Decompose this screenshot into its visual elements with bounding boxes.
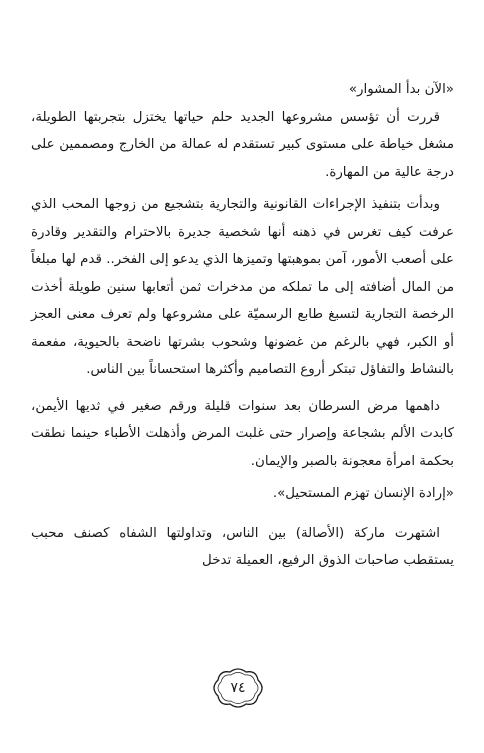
- paragraph-2: وبدأت بتنفيذ الإجراءات القانونية والتجارية بتشجيع من زوجها المحب الذي عرفت كيف تغرس في ذهنه أنها شخصية جديرة بالاحترام والتقدير وقادرة على أصعب الأمور، آمن بموهبتها وتميزها الذي يدعو إلى الفخر.. قدم لها مبلغاً من المال أضافته إلى ما تملكه من مدخرات ثمن أتعابها سنين طويلة أخذت الرخصة التجارية لتسبغ طابع الرسميّة على مشروعها ولم تعرف معنى العجز أو الكبر، فهي بالرغم من غضونها وشحوب بشرتها ناضحة بالحيوية، مفعمة بالنشاط والتفاؤل تبتكر أروع التصاميم وأكثرها استحساناً بين الناس.: [31, 197, 454, 377]
- paragraph-3: داهمها مرض السرطان بعد سنوات قليلة ورقم صغير في ثديها الأيمن، كابدت الألم بشجاعة وإصرار حتى غلبت المرض وأذهلت الأطباء حينما نطقت بحكمة امرأة معجونة بالصبر والإيمان.: [31, 398, 454, 469]
- paragraph-4: اشتهرت ماركة (الأصالة) بين الناس، وتداولتها الشفاه كصنف محبب يستقطب صاحبات الذوق الرفيع، العميلة تدخل: [31, 525, 454, 568]
- body-text: [31, 76, 454, 575]
- page-number-badge: [212, 668, 264, 708]
- paragraph-1: قررت أن تؤسس مشروعها الجديد حلم حياتها يختزل بتجربتها الطويلة، مشغل خياطة على مستوى كبير تستقدم له عمالة من الخارج ومصممين على درجة عالية من المهارة.: [31, 109, 454, 180]
- section-heading: «الآن بدأ المشوار»: [348, 82, 454, 97]
- quote-line: «إرادة الإنسان تهزم المستحيل».: [272, 486, 454, 501]
- page-number: ٧٤: [230, 680, 246, 696]
